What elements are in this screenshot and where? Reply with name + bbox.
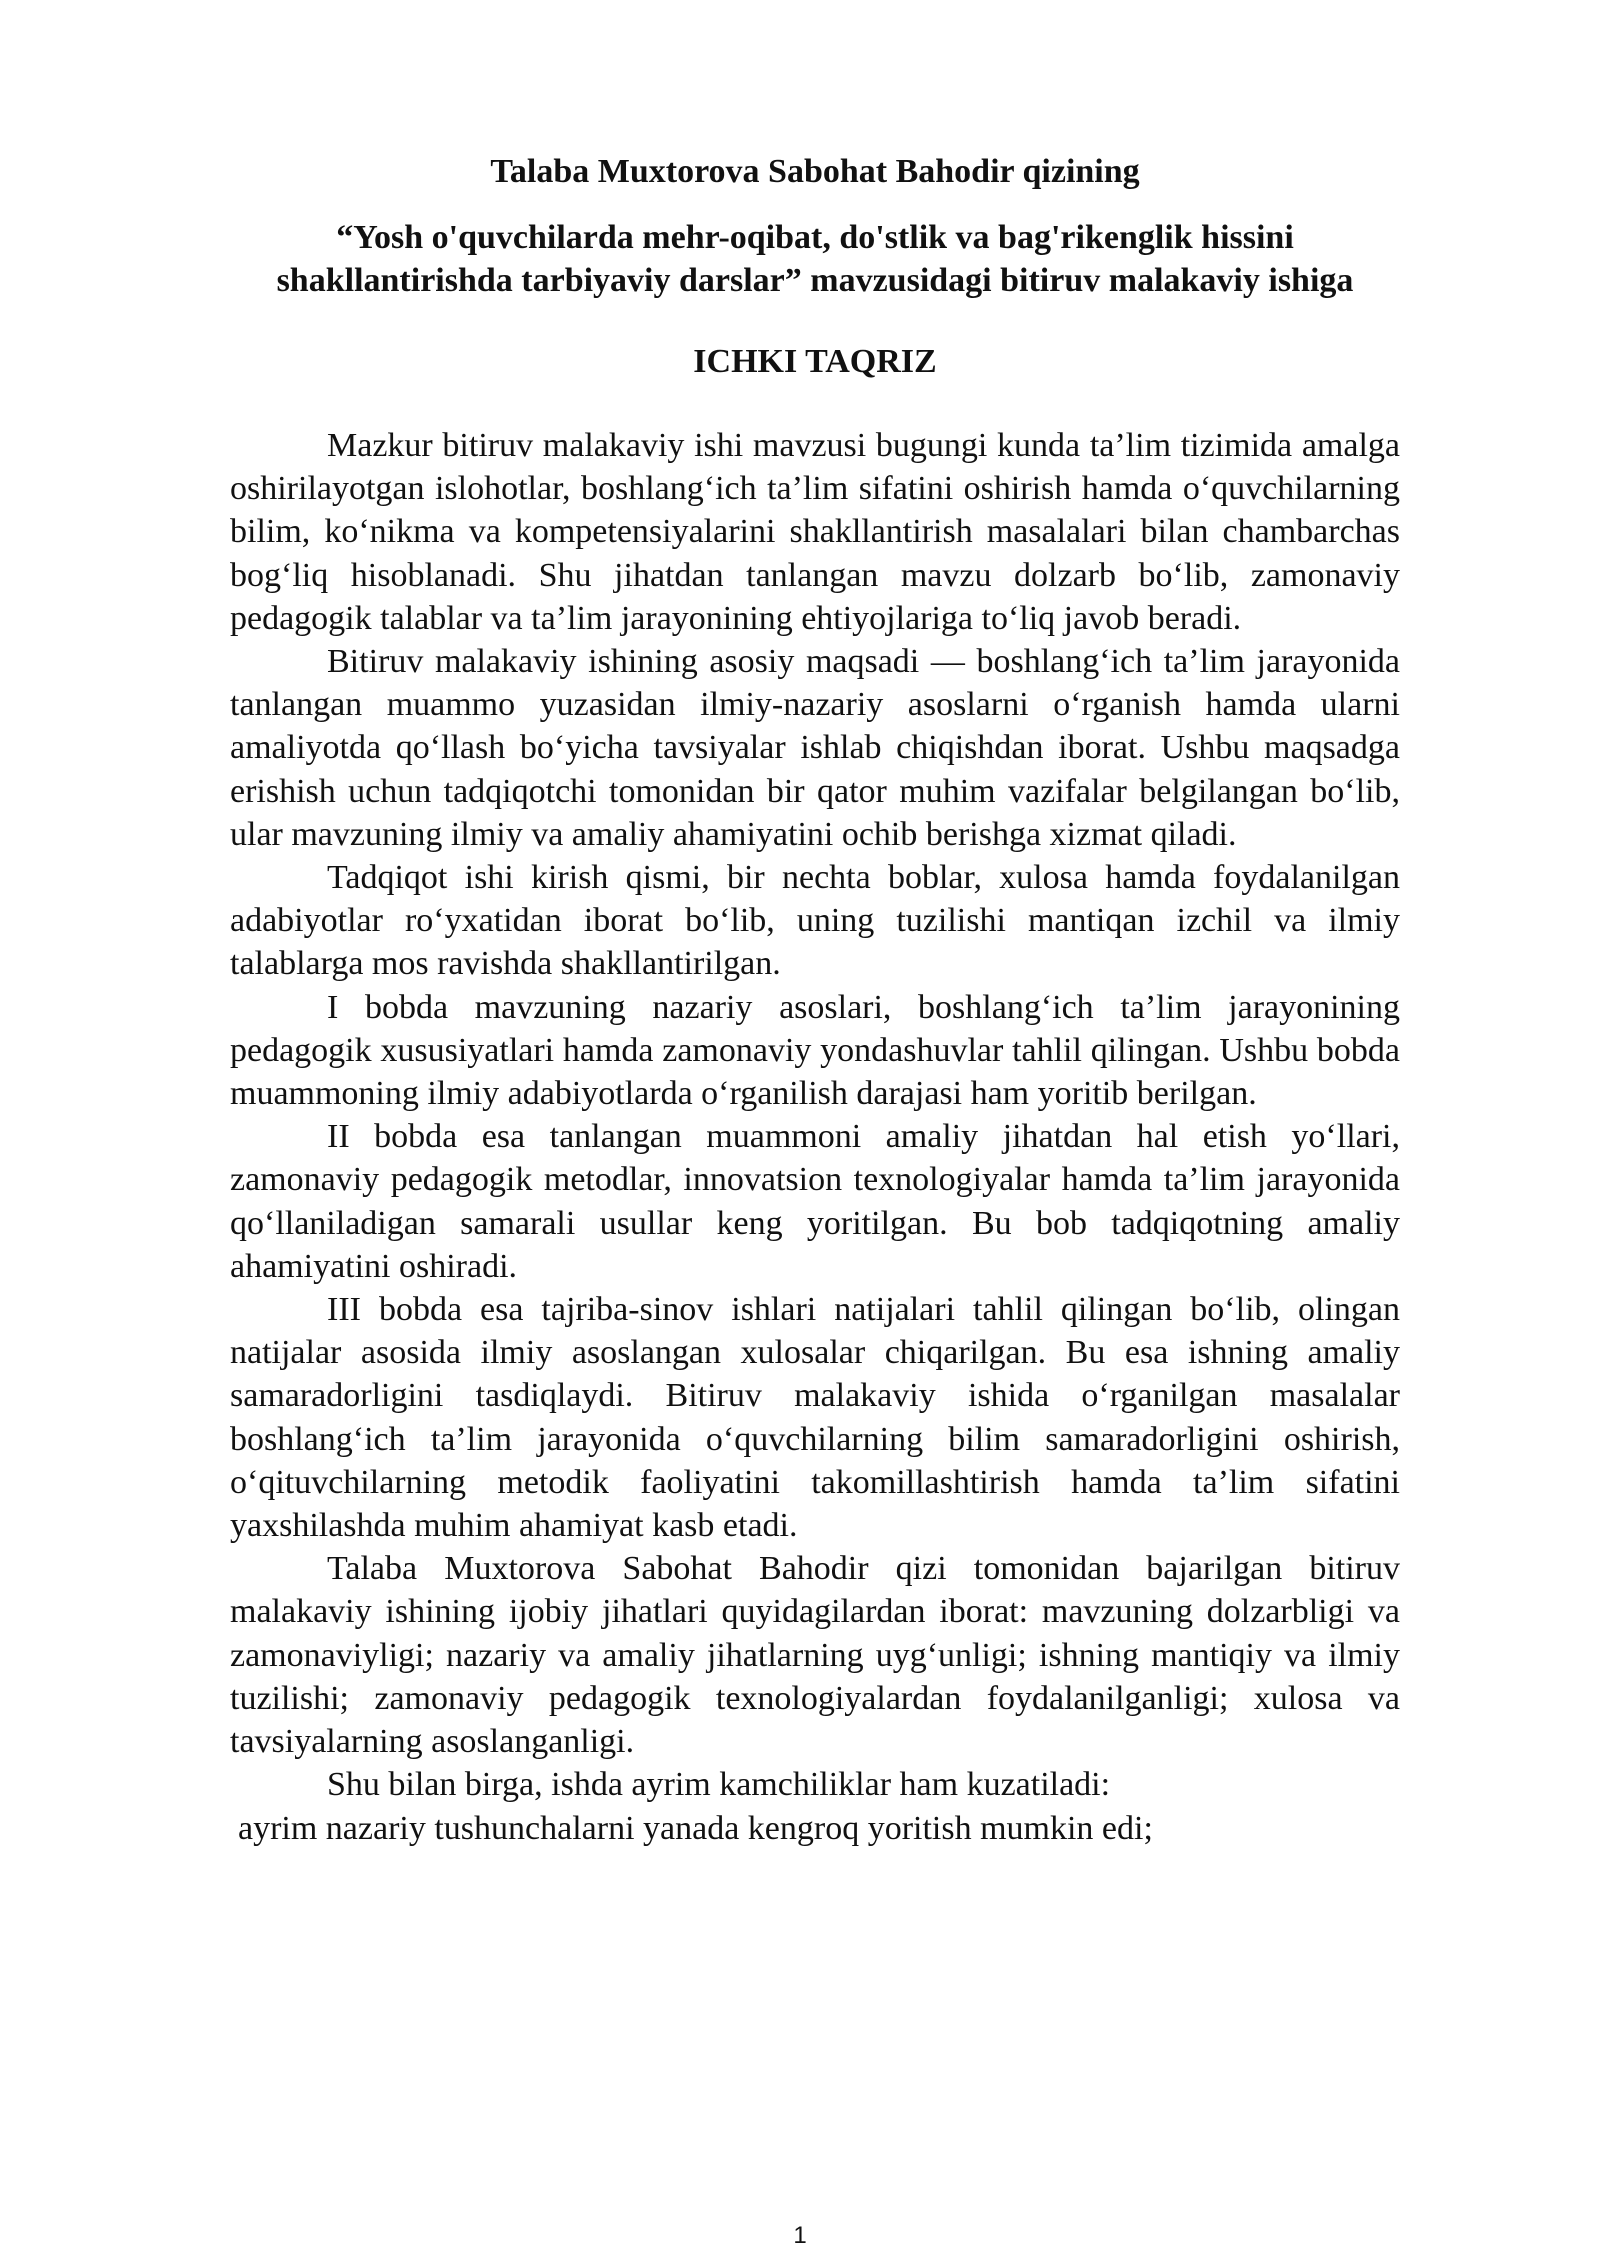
document-title: Talaba Muxtorova Sabohat Bahodir qizining [490, 153, 1140, 190]
paragraph-shortcomings: Shu bilan birga, ishda ayrim kamchiliklar ham kuzatiladi: [327, 1766, 1111, 1804]
document-subtitle: “Yosh o'quvchilarda mehr-oqibat, do'stlik va bag'rikenglik hissini shakllantirishda tarbiyaviy darslar” mavzusidagi bitiruv malakaviy ishiga [276, 219, 1354, 299]
page-number: 1 [793, 2222, 807, 2249]
paragraph-structure: Tadqiqot ishi kirish qismi, bir nechta boblar, xulosa hamda foydalanilgan adabiyotlar ro‘yxatidan iborat bo‘lib, uning tuzilishi mantiqan izchil va ilmiy talablarga mos ravishda shakllantirilgan. [230, 859, 1400, 983]
shortcoming-item: ayrim nazariy tushunchalarni yanada kengroq yoritish mumkin edi; [238, 1809, 1153, 1847]
paragraph-strengths: Talaba Muxtorova Sabohat Bahodir qizi tomonidan bajarilgan bitiruv malakaviy ishining ijobiy jihatlari quyidagilardan iborat: mavzuning dolzarbligi va zamonaviyligi; nazariy va amaliy jihatlarning uyg‘unligi; ishning mantiqiy va ilmiy tuzilishi; zamonaviy pedagogik texnologiyalardan foydalanilganligi; xulosa va tavsiyalarning asoslanganligi. [230, 1550, 1400, 1761]
document-content [230, 150, 1400, 1850]
paragraph-chapter-3: III bobda esa tajriba-sinov ishlari natijalari tahlil qilingan bo‘lib, olingan natijalar asosida ilmiy asoslangan xulosalar chiqarilgan. Bu esa ishning amaliy samaradorligini tasdiqlaydi. Bitiruv malakaviy ishida o‘rganilgan masalalar boshlang‘ich ta’lim jarayonida o‘quvchilarning bilim samaradorligini oshirish, o‘qituvchilarning metodik faoliyatini takomillashtirish hamda ta’lim sifatini yaxshilashda muhim ahamiyat kasb etadi. [230, 1291, 1400, 1545]
paragraph-chapter-1: I bobda mavzuning nazariy asoslari, boshlang‘ich ta’lim jarayonining pedagogik xususiyatlari hamda zamonaviy yondashuvlar tahlil qilingan. Ushbu bobda muammoning ilmiy adabiyotlarda o‘rganilish darajasi ham yoritib berilgan. [230, 988, 1400, 1113]
paragraph-chapter-2: II bobda esa tanlangan muammoni amaliy jihatdan hal etish yo‘llari, zamonaviy pedagogik metodlar, innovatsion texnologiyalar hamda ta’lim jarayonida qo‘llaniladigan samarali usullar keng yoritilgan. Bu bob tadqiqotning amaliy ahamiyatini oshiradi. [230, 1118, 1400, 1285]
paragraph-goal: Bitiruv malakaviy ishining asosiy maqsadi — boshlang‘ich ta’lim jarayonida tanlangan muammo yuzasidan ilmiy-nazariy asoslarni o‘rganish hamda ularni amaliyotda qo‘llash bo‘yicha tavsiyalar ishlab chiqishdan iborat. Ushbu maqsadga erishish uchun tadqiqotchi tomonidan bir qator muhim vazifalar belgilangan bo‘lib, ular mavzuning ilmiy va amaliy ahamiyatini ochib berishga xizmat qiladi. [230, 643, 1400, 853]
paragraph-intro: Mazkur bitiruv malakaviy ishi mavzusi bugungi kunda ta’lim tizimida amalga oshirilayotgan islohotlar, boshlang‘ich ta’lim sifatini oshirish hamda o‘quvchilarning bilim, ko‘nikma va kompetensiyalarini shakllantirish masalalari bilan chambarchas bog‘liq hisoblanadi. Shu jihatdan tanlangan mavzu dolzarb bo‘lib, zamonaviy pedagogik talablar va ta’lim jarayonining ehtiyojlariga to‘liq javob beradi. [230, 427, 1400, 637]
body-text [230, 424, 1400, 1850]
section-heading: ICHKI TAQRIZ [693, 343, 937, 380]
